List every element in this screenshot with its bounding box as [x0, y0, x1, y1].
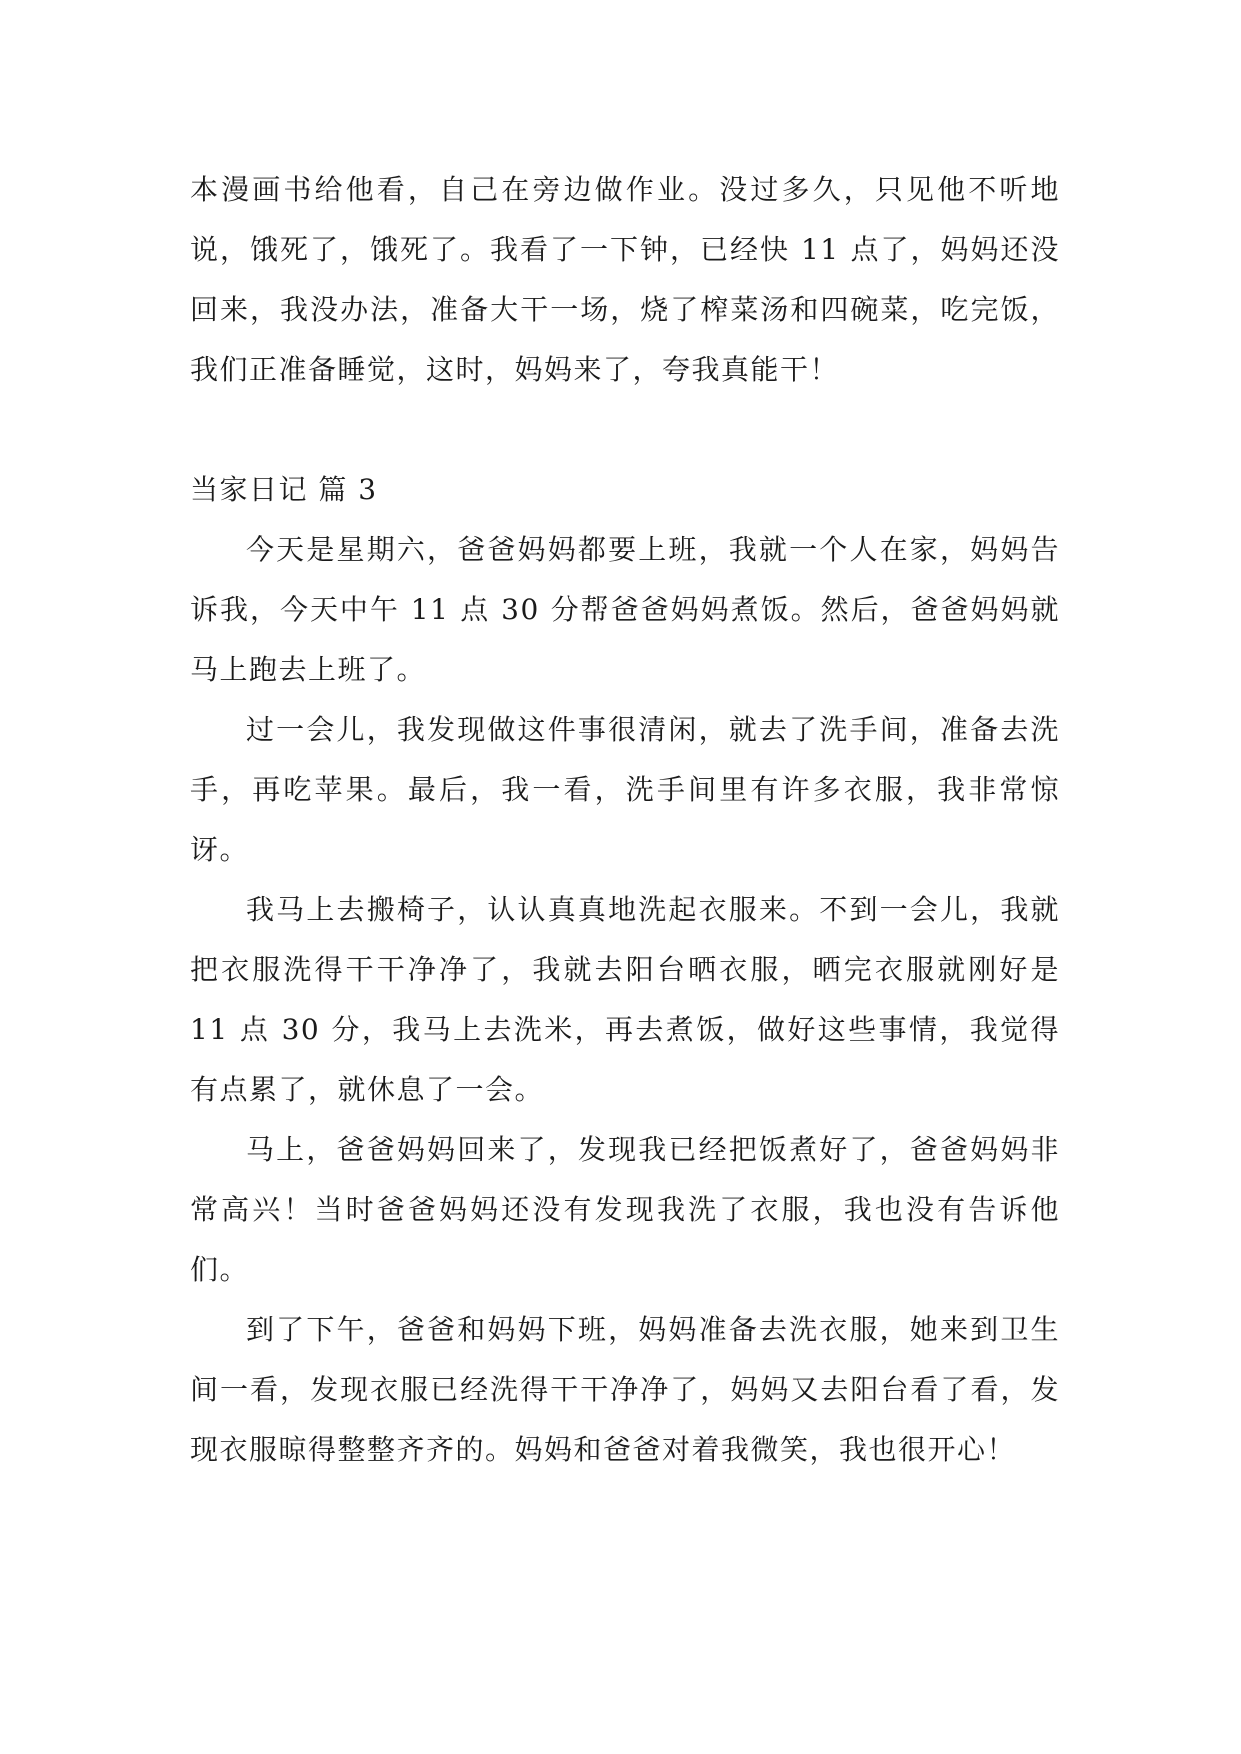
- paragraph: 今天是星期六，爸爸妈妈都要上班，我就一个人在家，妈妈告诉我，今天中午 11 点 30 分帮爸爸妈妈煮饭。然后，爸爸妈妈就马上跑去上班了。: [190, 533, 1060, 686]
- continued-paragraph: 本漫画书给他看，自己在旁边做作业。没过多久，只见他不听地说，饿死了，饿死了。我看了一下钟，已经快 11 点了，妈妈还没回来，我没办法，准备大干一场，烧了榨菜汤和四碗菜，吃完饭，我们正准备睡觉，这时，妈妈来了，夸我真能干！: [190, 173, 1060, 386]
- paragraph: 到了下午，爸爸和妈妈下班，妈妈准备去洗衣服，她来到卫生间一看，发现衣服已经洗得干干净净了，妈妈又去阳台看了看，发现衣服晾得整整齐齐的。妈妈和爸爸对着我微笑，我也很开心！: [190, 1313, 1060, 1466]
- paragraph: 过一会儿，我发现做这件事很清闲，就去了洗手间，准备去洗手，再吃苹果。最后，我一看，洗手间里有许多衣服，我非常惊讶。: [190, 713, 1060, 866]
- section-title: 当家日记 篇 3: [190, 473, 378, 506]
- paragraph: 我马上去搬椅子，认认真真地洗起衣服来。不到一会儿，我就把衣服洗得干干净净了，我就去阳台晒衣服，晒完衣服就刚好是 11 点 30 分，我马上去洗米，再去煮饭，做好这些事情，我觉得有点累了，就休息了一会。: [190, 893, 1060, 1106]
- document-body: [190, 160, 1060, 1480]
- paragraph: 马上，爸爸妈妈回来了，发现我已经把饭煮好了，爸爸妈妈非常高兴！当时爸爸妈妈还没有发现我洗了衣服，我也没有告诉他们。: [190, 1133, 1060, 1286]
